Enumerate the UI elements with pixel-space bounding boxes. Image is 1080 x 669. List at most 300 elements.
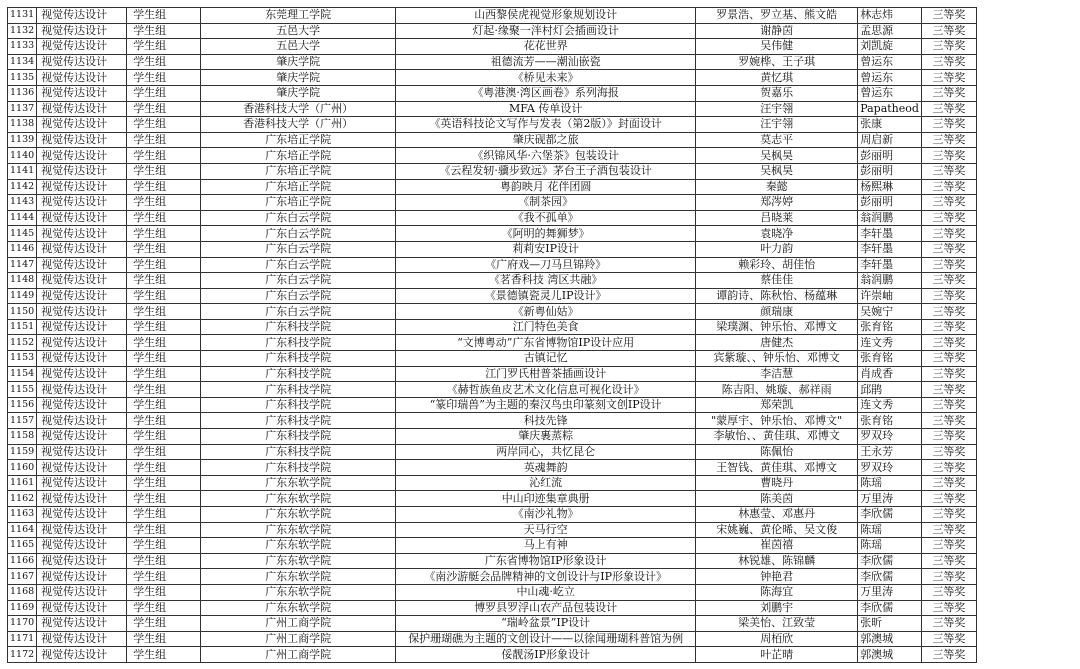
table-row xyxy=(8,351,977,367)
group-cell: 学生组 xyxy=(127,288,201,304)
work-title-cell: 俀靓汤IP形象设计 xyxy=(396,647,696,663)
award-cell: 三等奖 xyxy=(921,413,976,429)
row-number: 1143 xyxy=(8,195,37,211)
table-body xyxy=(8,8,977,663)
category-cell: 视觉传达设计 xyxy=(37,257,127,273)
category-cell: 视觉传达设计 xyxy=(37,163,127,179)
award-cell: 三等奖 xyxy=(921,382,976,398)
school-cell: 广东科技学院 xyxy=(201,413,396,429)
category-cell: 视觉传达设计 xyxy=(37,413,127,429)
teacher-cell: 陈瑶 xyxy=(858,538,922,554)
teacher-cell: 李轩墨 xyxy=(858,257,922,273)
award-cell: 三等奖 xyxy=(921,132,976,148)
row-number: 1132 xyxy=(8,23,37,39)
table-row xyxy=(8,39,977,55)
category-cell: 视觉传达设计 xyxy=(37,23,127,39)
authors-cell: 宋姚巍、黄伦晞、吴文俊 xyxy=(696,522,858,538)
work-title-cell: 《制茶园》 xyxy=(396,195,696,211)
category-cell: 视觉传达设计 xyxy=(37,319,127,335)
authors-cell: 刘鹏宇 xyxy=(696,600,858,616)
teacher-cell: 王永芳 xyxy=(858,444,922,460)
table-row xyxy=(8,491,977,507)
row-number: 1146 xyxy=(8,241,37,257)
group-cell: 学生组 xyxy=(127,8,201,24)
school-cell: 广东东软学院 xyxy=(201,538,396,554)
group-cell: 学生组 xyxy=(127,319,201,335)
work-title-cell: 《南沙游艇会品牌精神的文创设计与IP形象设计》 xyxy=(396,569,696,585)
category-cell: 视觉传达设计 xyxy=(37,584,127,600)
category-cell: 视觉传达设计 xyxy=(37,600,127,616)
authors-cell: 贺嘉乐 xyxy=(696,85,858,101)
teacher-cell: 陈瑶 xyxy=(858,522,922,538)
table-row xyxy=(8,631,977,647)
teacher-cell: 陈瑶 xyxy=(858,475,922,491)
authors-cell: 袁晓净 xyxy=(696,226,858,242)
group-cell: 学生组 xyxy=(127,241,201,257)
category-cell: 视觉传达设计 xyxy=(37,429,127,445)
teacher-cell: 张育铭 xyxy=(858,319,922,335)
school-cell: 广州工商学院 xyxy=(201,647,396,663)
school-cell: 广东科技学院 xyxy=(201,444,396,460)
category-cell: 视觉传达设计 xyxy=(37,101,127,117)
school-cell: 五邑大学 xyxy=(201,39,396,55)
table-row xyxy=(8,179,977,195)
work-title-cell: 《粤港澳·湾区画卷》系列海报 xyxy=(396,85,696,101)
category-cell: 视觉传达设计 xyxy=(37,522,127,538)
row-number: 1171 xyxy=(8,631,37,647)
authors-cell: 吴枫昊 xyxy=(696,148,858,164)
teacher-cell: 李轩墨 xyxy=(858,241,922,257)
work-title-cell: 肇庆裹蒸粽 xyxy=(396,429,696,445)
school-cell: 广东培正学院 xyxy=(201,195,396,211)
work-title-cell: 《桥见未来》 xyxy=(396,70,696,86)
award-cell: 三等奖 xyxy=(921,366,976,382)
school-cell: 香港科技大学（广州） xyxy=(201,101,396,117)
work-title-cell: 《南沙礼物》 xyxy=(396,507,696,523)
school-cell: 广州工商学院 xyxy=(201,616,396,632)
work-title-cell: 《阿明的舞狮梦》 xyxy=(396,226,696,242)
teacher-cell: 彭丽明 xyxy=(858,163,922,179)
award-cell: 三等奖 xyxy=(921,257,976,273)
category-cell: 视觉传达设计 xyxy=(37,397,127,413)
group-cell: 学生组 xyxy=(127,351,201,367)
category-cell: 视觉传达设计 xyxy=(37,132,127,148)
work-title-cell: 广东省博物馆IP形象设计 xyxy=(396,553,696,569)
group-cell: 学生组 xyxy=(127,132,201,148)
authors-cell: 曹晓丹 xyxy=(696,475,858,491)
teacher-cell: 曾运东 xyxy=(858,85,922,101)
category-cell: 视觉传达设计 xyxy=(37,288,127,304)
teacher-cell: 肖成香 xyxy=(858,366,922,382)
table-row xyxy=(8,226,977,242)
table-row xyxy=(8,85,977,101)
table-row xyxy=(8,304,977,320)
school-cell: 广东科技学院 xyxy=(201,366,396,382)
row-number: 1158 xyxy=(8,429,37,445)
teacher-cell: 彭丽明 xyxy=(858,148,922,164)
school-cell: 广东培正学院 xyxy=(201,179,396,195)
category-cell: 视觉传达设计 xyxy=(37,39,127,55)
table-row xyxy=(8,241,977,257)
table-row xyxy=(8,538,977,554)
table-row xyxy=(8,382,977,398)
work-title-cell: 科技先锋 xyxy=(396,413,696,429)
row-number: 1145 xyxy=(8,226,37,242)
teacher-cell: 李欣儒 xyxy=(858,600,922,616)
group-cell: 学生组 xyxy=(127,491,201,507)
school-cell: 广东东软学院 xyxy=(201,507,396,523)
group-cell: 学生组 xyxy=(127,304,201,320)
teacher-cell: 曾运东 xyxy=(858,70,922,86)
row-number: 1152 xyxy=(8,335,37,351)
school-cell: 广东白云学院 xyxy=(201,273,396,289)
teacher-cell: 翁润鹏 xyxy=(858,210,922,226)
award-cell: 三等奖 xyxy=(921,351,976,367)
teacher-cell: 李欣儒 xyxy=(858,507,922,523)
group-cell: 学生组 xyxy=(127,163,201,179)
table-row xyxy=(8,163,977,179)
authors-cell: 谢静茵 xyxy=(696,23,858,39)
teacher-cell: 罗双玲 xyxy=(858,429,922,445)
group-cell: 学生组 xyxy=(127,39,201,55)
authors-cell: 陈佩怡 xyxy=(696,444,858,460)
category-cell: 视觉传达设计 xyxy=(37,335,127,351)
teacher-cell: 张昕 xyxy=(858,616,922,632)
table-row xyxy=(8,616,977,632)
group-cell: 学生组 xyxy=(127,569,201,585)
award-cell: 三等奖 xyxy=(921,584,976,600)
award-cell: 三等奖 xyxy=(921,553,976,569)
row-number: 1142 xyxy=(8,179,37,195)
teacher-cell: 周启新 xyxy=(858,132,922,148)
school-cell: 肇庆学院 xyxy=(201,54,396,70)
award-cell: 三等奖 xyxy=(921,8,976,24)
teacher-cell: 罗双玲 xyxy=(858,460,922,476)
table-row xyxy=(8,101,977,117)
authors-cell: 陈海宜 xyxy=(696,584,858,600)
row-number: 1148 xyxy=(8,273,37,289)
group-cell: 学生组 xyxy=(127,85,201,101)
table-row xyxy=(8,8,977,24)
teacher-cell: 李欣儒 xyxy=(858,553,922,569)
table-row xyxy=(8,460,977,476)
category-cell: 视觉传达设计 xyxy=(37,475,127,491)
row-number: 1156 xyxy=(8,397,37,413)
authors-cell: 宾紫璇、、钟乐怡、邓博文 xyxy=(696,351,858,367)
authors-cell: 吴伟健 xyxy=(696,39,858,55)
group-cell: 学生组 xyxy=(127,507,201,523)
row-number: 1144 xyxy=(8,210,37,226)
work-title-cell: 两岸同心，共忆昆仑 xyxy=(396,444,696,460)
work-title-cell: 马上有神 xyxy=(396,538,696,554)
work-title-cell: 《织锦风华·六堡茶》包装设计 xyxy=(396,148,696,164)
table-row xyxy=(8,584,977,600)
award-cell: 三等奖 xyxy=(921,569,976,585)
table-row xyxy=(8,210,977,226)
school-cell: 广东东软学院 xyxy=(201,553,396,569)
authors-cell: 赖彩玲、胡佳怡 xyxy=(696,257,858,273)
row-number: 1137 xyxy=(8,101,37,117)
award-cell: 三等奖 xyxy=(921,273,976,289)
school-cell: 东莞理工学院 xyxy=(201,8,396,24)
table-row xyxy=(8,288,977,304)
group-cell: 学生组 xyxy=(127,475,201,491)
school-cell: 广东科技学院 xyxy=(201,319,396,335)
authors-cell: "蒙厚宇、钟乐怡、邓博文" xyxy=(696,413,858,429)
row-number: 1166 xyxy=(8,553,37,569)
school-cell: 广东东软学院 xyxy=(201,491,396,507)
group-cell: 学生组 xyxy=(127,335,201,351)
row-number: 1131 xyxy=(8,8,37,24)
work-title-cell: 中山印迹集章典册 xyxy=(396,491,696,507)
row-number: 1157 xyxy=(8,413,37,429)
row-number: 1147 xyxy=(8,257,37,273)
authors-cell: 秦懿 xyxy=(696,179,858,195)
teacher-cell: 杨熙琳 xyxy=(858,179,922,195)
teacher-cell: 郭澳城 xyxy=(858,631,922,647)
category-cell: 视觉传达设计 xyxy=(37,210,127,226)
row-number: 1160 xyxy=(8,460,37,476)
category-cell: 视觉传达设计 xyxy=(37,148,127,164)
authors-cell: 陈吉阳、姚璇、郝祥雨 xyxy=(696,382,858,398)
school-cell: 广东科技学院 xyxy=(201,382,396,398)
table-row xyxy=(8,273,977,289)
work-title-cell: 《英语科技论文写作与发表（第2版）》封面设计 xyxy=(396,117,696,133)
table-row xyxy=(8,600,977,616)
teacher-cell: 万里涛 xyxy=(858,584,922,600)
group-cell: 学生组 xyxy=(127,148,201,164)
authors-cell: 谭韵诗、陈秋怡、杨蕴琳 xyxy=(696,288,858,304)
school-cell: 广东科技学院 xyxy=(201,351,396,367)
work-title-cell: 博罗县罗浮山农产品包装设计 xyxy=(396,600,696,616)
school-cell: 广东科技学院 xyxy=(201,335,396,351)
row-number: 1165 xyxy=(8,538,37,554)
award-cell: 三等奖 xyxy=(921,475,976,491)
authors-cell: 叶芷晴 xyxy=(696,647,858,663)
row-number: 1150 xyxy=(8,304,37,320)
table-row xyxy=(8,70,977,86)
category-cell: 视觉传达设计 xyxy=(37,54,127,70)
teacher-cell: 张康 xyxy=(858,117,922,133)
category-cell: 视觉传达设计 xyxy=(37,460,127,476)
school-cell: 广东培正学院 xyxy=(201,148,396,164)
school-cell: 广东科技学院 xyxy=(201,460,396,476)
school-cell: 肇庆学院 xyxy=(201,85,396,101)
row-number: 1170 xyxy=(8,616,37,632)
group-cell: 学生组 xyxy=(127,429,201,445)
award-cell: 三等奖 xyxy=(921,304,976,320)
school-cell: 广东培正学院 xyxy=(201,163,396,179)
authors-cell: 梁美怡、江致莹 xyxy=(696,616,858,632)
authors-cell: 叶力韵 xyxy=(696,241,858,257)
teacher-cell: 李欣儒 xyxy=(858,569,922,585)
group-cell: 学生组 xyxy=(127,553,201,569)
row-number: 1139 xyxy=(8,132,37,148)
group-cell: 学生组 xyxy=(127,631,201,647)
authors-cell: 罗婉桦、王子琪 xyxy=(696,54,858,70)
award-cell: 三等奖 xyxy=(921,538,976,554)
authors-cell: 林锐雄、陈锦麟 xyxy=(696,553,858,569)
school-cell: 广州工商学院 xyxy=(201,631,396,647)
row-number: 1153 xyxy=(8,351,37,367)
table-row xyxy=(8,319,977,335)
group-cell: 学生组 xyxy=(127,23,201,39)
award-cell: 三等奖 xyxy=(921,70,976,86)
work-title-cell: 江门罗氏柑普茶插画设计 xyxy=(396,366,696,382)
category-cell: 视觉传达设计 xyxy=(37,538,127,554)
table-row xyxy=(8,366,977,382)
work-title-cell: 《广府戏—刀马旦锦羚》 xyxy=(396,257,696,273)
row-number: 1140 xyxy=(8,148,37,164)
category-cell: 视觉传达设计 xyxy=(37,117,127,133)
award-cell: 三等奖 xyxy=(921,226,976,242)
row-number: 1138 xyxy=(8,117,37,133)
category-cell: 视觉传达设计 xyxy=(37,351,127,367)
authors-cell: 汪宇翎 xyxy=(696,101,858,117)
award-cell: 三等奖 xyxy=(921,39,976,55)
work-title-cell: “文博粤动”广东省博物馆IP设计应用 xyxy=(396,335,696,351)
category-cell: 视觉传达设计 xyxy=(37,491,127,507)
work-title-cell: “瑞岭盆景”IP设计 xyxy=(396,616,696,632)
row-number: 1141 xyxy=(8,163,37,179)
awards-table xyxy=(7,7,977,663)
school-cell: 肇庆学院 xyxy=(201,70,396,86)
teacher-cell: 林志炜 xyxy=(858,8,922,24)
table-row xyxy=(8,54,977,70)
row-number: 1149 xyxy=(8,288,37,304)
table-row xyxy=(8,335,977,351)
category-cell: 视觉传达设计 xyxy=(37,241,127,257)
table-row xyxy=(8,132,977,148)
award-cell: 三等奖 xyxy=(921,101,976,117)
authors-cell: 黄忆琪 xyxy=(696,70,858,86)
category-cell: 视觉传达设计 xyxy=(37,195,127,211)
group-cell: 学生组 xyxy=(127,584,201,600)
award-cell: 三等奖 xyxy=(921,163,976,179)
table-row xyxy=(8,507,977,523)
school-cell: 广东白云学院 xyxy=(201,304,396,320)
row-number: 1135 xyxy=(8,70,37,86)
teacher-cell: 张育铭 xyxy=(858,413,922,429)
work-title-cell: 中山魂·屹立 xyxy=(396,584,696,600)
authors-cell: 陈美茵 xyxy=(696,491,858,507)
group-cell: 学生组 xyxy=(127,444,201,460)
table-row xyxy=(8,475,977,491)
school-cell: 广东白云学院 xyxy=(201,257,396,273)
authors-cell: 吕晓莱 xyxy=(696,210,858,226)
teacher-cell: Papatheod xyxy=(858,101,922,117)
work-title-cell: 《云程发轫·骥步致远》茅台王子酒包装设计 xyxy=(396,163,696,179)
group-cell: 学生组 xyxy=(127,210,201,226)
school-cell: 广东白云学院 xyxy=(201,288,396,304)
work-title-cell: 英魂舞韵 xyxy=(396,460,696,476)
school-cell: 广东白云学院 xyxy=(201,241,396,257)
category-cell: 视觉传达设计 xyxy=(37,631,127,647)
authors-cell: 颜瑞康 xyxy=(696,304,858,320)
award-cell: 三等奖 xyxy=(921,460,976,476)
category-cell: 视觉传达设计 xyxy=(37,226,127,242)
school-cell: 广东培正学院 xyxy=(201,132,396,148)
school-cell: 广东白云学院 xyxy=(201,210,396,226)
group-cell: 学生组 xyxy=(127,257,201,273)
work-title-cell: 莉莉安IP设计 xyxy=(396,241,696,257)
category-cell: 视觉传达设计 xyxy=(37,70,127,86)
group-cell: 学生组 xyxy=(127,273,201,289)
school-cell: 五邑大学 xyxy=(201,23,396,39)
authors-cell: 汪宇翎 xyxy=(696,117,858,133)
row-number: 1136 xyxy=(8,85,37,101)
school-cell: 广东科技学院 xyxy=(201,397,396,413)
authors-cell: 崔茵禧 xyxy=(696,538,858,554)
authors-cell: 钟艳君 xyxy=(696,569,858,585)
category-cell: 视觉传达设计 xyxy=(37,85,127,101)
work-title-cell: 沁红流 xyxy=(396,475,696,491)
table-row xyxy=(8,647,977,663)
row-number: 1164 xyxy=(8,522,37,538)
award-cell: 三等奖 xyxy=(921,319,976,335)
table-row xyxy=(8,553,977,569)
row-number: 1163 xyxy=(8,507,37,523)
category-cell: 视觉传达设计 xyxy=(37,179,127,195)
authors-cell: 郑荣凯 xyxy=(696,397,858,413)
authors-cell: 林惠莹、邓惠丹 xyxy=(696,507,858,523)
table-row xyxy=(8,397,977,413)
group-cell: 学生组 xyxy=(127,522,201,538)
row-number: 1134 xyxy=(8,54,37,70)
group-cell: 学生组 xyxy=(127,600,201,616)
school-cell: 广东科技学院 xyxy=(201,429,396,445)
award-cell: 三等奖 xyxy=(921,600,976,616)
row-number: 1168 xyxy=(8,584,37,600)
school-cell: 广东东软学院 xyxy=(201,475,396,491)
award-cell: 三等奖 xyxy=(921,288,976,304)
teacher-cell: 吴婉宁 xyxy=(858,304,922,320)
table-row xyxy=(8,429,977,445)
work-title-cell: “篆印瑞兽”为主题的秦汉鸟虫印篆刻文创IP设计 xyxy=(396,397,696,413)
row-number: 1161 xyxy=(8,475,37,491)
table-row xyxy=(8,522,977,538)
row-number: 1162 xyxy=(8,491,37,507)
award-cell: 三等奖 xyxy=(921,522,976,538)
row-number: 1154 xyxy=(8,366,37,382)
work-title-cell: 天马行空 xyxy=(396,522,696,538)
table-row xyxy=(8,23,977,39)
teacher-cell: 刘凯旋 xyxy=(858,39,922,55)
row-number: 1172 xyxy=(8,647,37,663)
group-cell: 学生组 xyxy=(127,54,201,70)
award-cell: 三等奖 xyxy=(921,616,976,632)
work-title-cell: 《茗香科技 湾区共融》 xyxy=(396,273,696,289)
work-title-cell: 《景德镇瓷灵儿IP设计》 xyxy=(396,288,696,304)
group-cell: 学生组 xyxy=(127,647,201,663)
authors-cell: 李洁慧 xyxy=(696,366,858,382)
row-number: 1155 xyxy=(8,382,37,398)
authors-cell: 罗景浩、罗立基、熊文皓 xyxy=(696,8,858,24)
table-row xyxy=(8,195,977,211)
work-title-cell: 古镇记忆 xyxy=(396,351,696,367)
authors-cell: 李敏怡、、黄佳琪、邓博文 xyxy=(696,429,858,445)
row-number: 1151 xyxy=(8,319,37,335)
authors-cell: 王智钱、黄佳琪、邓博文 xyxy=(696,460,858,476)
award-cell: 三等奖 xyxy=(921,23,976,39)
work-title-cell: 粤韵映月 花伴团圆 xyxy=(396,179,696,195)
group-cell: 学生组 xyxy=(127,226,201,242)
work-title-cell: 灯起·缘聚一泮村灯会插画设计 xyxy=(396,23,696,39)
category-cell: 视觉传达设计 xyxy=(37,444,127,460)
work-title-cell: 《新粤仙姑》 xyxy=(396,304,696,320)
school-cell: 广东东软学院 xyxy=(201,600,396,616)
group-cell: 学生组 xyxy=(127,179,201,195)
